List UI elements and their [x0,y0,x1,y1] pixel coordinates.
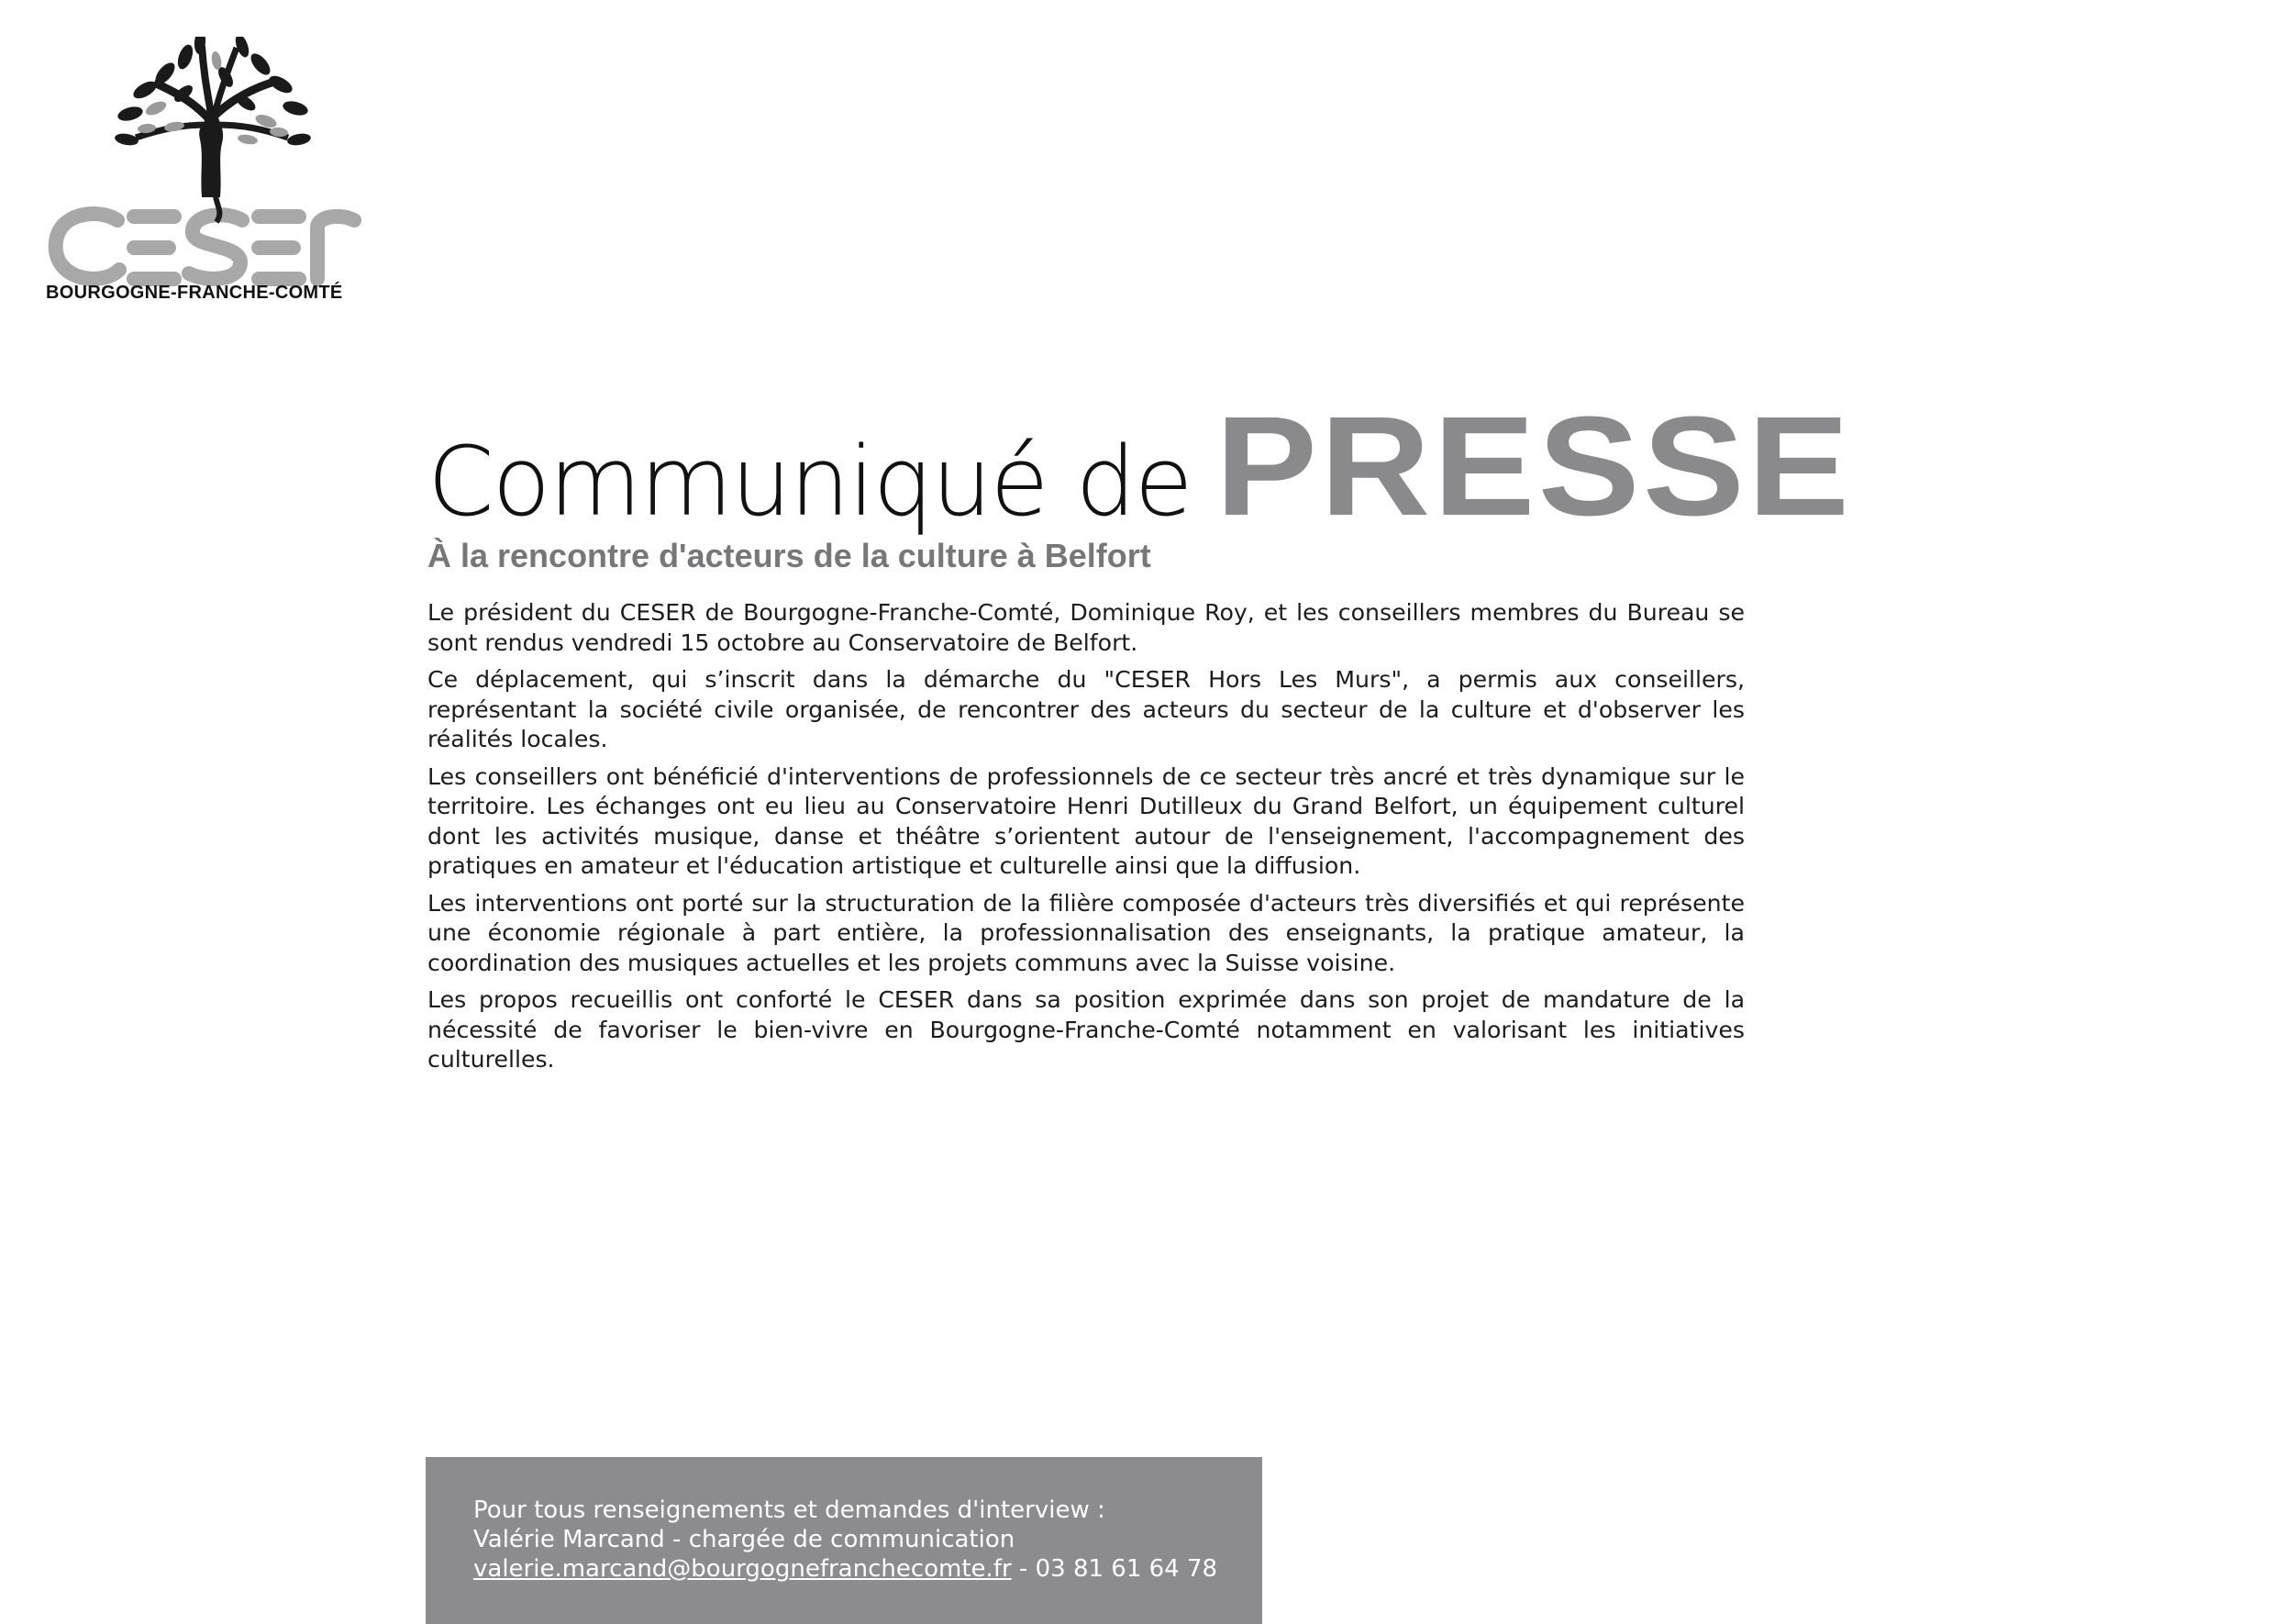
ceser-logo [46,37,376,312]
logo-region-text: BOURGOGNE-FRANCHE-COMTÉ [46,283,343,303]
article-body [427,598,1745,1083]
contact-separator: - [1011,1555,1036,1583]
paragraph: Le président du CESER de Bourgogne-Franche-Comté, Dominique Roy, et les conseillers membres du Bureau se sont rendus vendredi 15 octobre au Conservatoire de Belfort. [427,599,1745,656]
contact-person: Valérie Marcand - chargée de communication [473,1526,1015,1553]
contact-line [473,1554,1262,1584]
paragraph: Les propos recueillis ont conforté le CESER dans sa position exprimée dans son projet de mandature de la nécessité de favoriser le bien-vivre en Bourgogne-Franche-Comté notamment en valorisant les initiatives culturelles. [427,986,1745,1073]
title-bold: PRESSE [1215,387,1852,545]
contact-box [426,1457,1262,1624]
contact-intro: Pour tous renseignements et demandes d'interview : [473,1496,1105,1524]
paragraph: Ce déplacement, qui s’inscrit dans la démarche du "CESER Hors Les Murs", a permis aux conseillers, représentant la société civile organisée, de rencontrer des acteurs du secteur de la culture et d'observer les réalités locales. [427,666,1745,752]
contact-phone: 03 81 61 64 78 [1035,1555,1218,1583]
contact-email-link[interactable]: valerie.marcand@bourgognefranchecomte.fr [473,1555,1012,1583]
subtitle: À la rencontre d'acteurs de la culture à Belfort [427,537,1151,574]
title-light: Communiqué de [427,426,1192,538]
page-title [427,385,1852,545]
paragraph: Les conseillers ont bénéficié d'interventions de professionnels de ce secteur très ancré et très dynamique sur le territoire. Les échanges ont eu lieu au Conservatoire Henri Dutilleux du Grand Belfort, un équipement culturel dont les activités musique, danse et théâtre s’orientent autour de l'enseignement, l'accompagnement des pratiques en amateur et l'éducation artistique et culturelle ainsi que la diffusion. [427,762,1745,879]
paragraph: Les interventions ont porté sur la structuration de la filière composée d'acteurs très diversifiés et qui représente une économie régionale à part entière, la professionnalisation des enseignants, la pratique amateur, la coordination des musiques actuelles et les projets communs avec la Suisse voisine. [427,889,1745,976]
tree-icon [46,37,376,202]
